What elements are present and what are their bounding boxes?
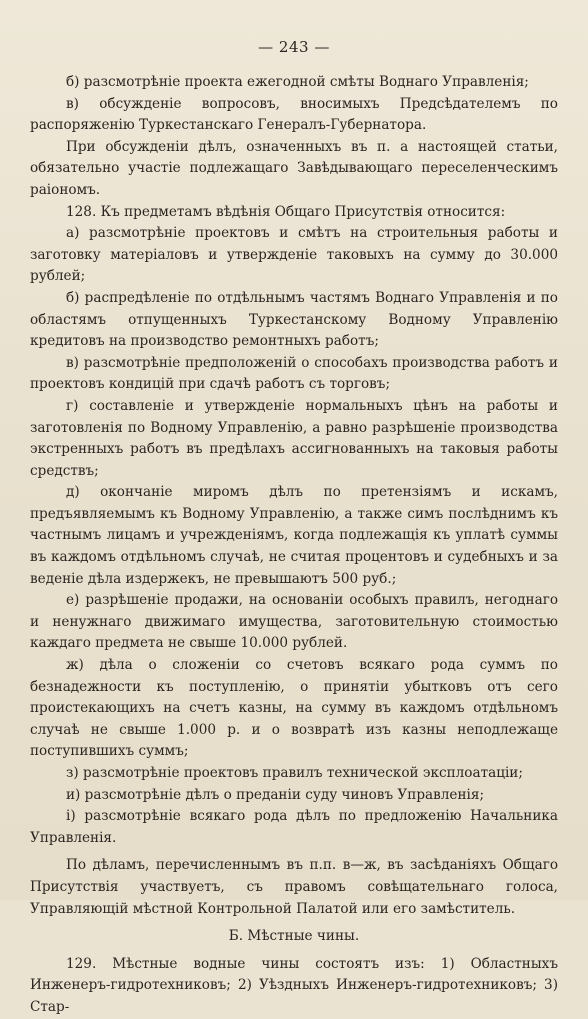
page-number: — 243 — (258, 38, 330, 56)
paragraph: з) разсмотрѣніе проектовъ правилъ технической эксплоатаціи; (66, 765, 523, 781)
body-text (30, 72, 558, 1019)
paragraph: г) составленіе и утвержденіе нормальныхъ цѣнъ на работы и заготовленія по Водному Управленію, а равно разрѣшеніе производства экстренныхъ работъ въ предѣлахъ ассигнованныхъ на таковыя работы средствъ; (30, 397, 558, 479)
paragraph: і) разсмотрѣніе всякаго рода дѣлъ по предложенію Начальника Управленія. (30, 808, 558, 846)
paragraph: ж) дѣла о сложеніи со счетовъ всякаго рода суммъ по безнадежности къ поступленію, о принятіи убытковъ отъ сего проистекающихъ на счетъ казны, на сумму въ каждомъ отдѣльномъ случаѣ не свыше 1.000 р. и о возвратѣ изъ казны неподлежаще поступившихъ суммъ; (30, 657, 558, 760)
article-heading: 128. Къ предметамъ вѣдѣнія Общаго Присутствія относится: (66, 203, 506, 220)
paragraph: е) разрѣшеніе продажи, на основаніи особыхъ правилъ, негоднаго и ненужнаго движимаго имущества, заготовительную стоимостью каждаго предмета не свыше 10.000 рублей. (30, 592, 558, 652)
paragraph: в) разсмотрѣніе предположеній о способахъ производства работъ и проектовъ кондицій при сдачѣ работъ съ торговъ; (30, 354, 558, 393)
paragraph: а) разсмотрѣніе проектовъ и смѣтъ на строительныя работы и заготовку матеріаловъ и утвержденіе таковыхъ на сумму до 30.000 рублей; (30, 225, 558, 285)
article-heading: 129. Мѣстные водные чины состоятъ изъ: 1) Областныхъ Инженеръ-гидротехниковъ; 2) Уѣздныхъ Инженеръ-гидротехниковъ; 3) Стар- (30, 955, 558, 1015)
section-heading: Б. Мѣстные чины. (228, 928, 360, 945)
paragraph: б) разсмотрѣніе проекта ежегодной смѣты Воднаго Управленія; (66, 74, 529, 90)
paragraph: При обсужденіи дѣлъ, означенныхъ въ п. а настоящей статьи, обязательно участіе подлежащаго Завѣдывающаго переселенческимъ раіономъ. (30, 138, 558, 198)
paragraph: д) окончаніе миромъ дѣлъ по претензіямъ и искамъ, предъявляемымъ къ Водному Управленію, а также симъ послѣднимъ къ частнымъ лицамъ и учрежденіямъ, когда подлежащія къ уплатѣ суммы въ каждомъ отдѣльномъ случаѣ, не считая процентовъ и судебныхъ и за веденіе дѣла издержекъ, не превышаютъ 500 руб.; (30, 484, 558, 587)
paragraph: б) распредѣленіе по отдѣльнымъ частямъ Воднаго Управленія и по областямъ отпущенныхъ Туркестанскому Водному Управленію кредитовъ на производство ремонтныхъ работъ; (30, 289, 558, 350)
paragraph: и) разсмотрѣніе дѣлъ о преданіи суду чиновъ Управленія; (66, 786, 485, 803)
paragraph: в) обсужденіе вопросовъ, вносимыхъ Предсѣдателемъ по распоряженію Туркестанскаго Генералъ-Губернатора. (30, 95, 558, 134)
paragraph: По дѣламъ, перечисленнымъ въ п.п. в—ж, въ засѣданіяхъ Общаго Присутствія участвуетъ, съ правомъ совѣщательнаго голоса, Управляющій мѣстной Контрольной Палатой или его замѣститель. (30, 857, 558, 917)
